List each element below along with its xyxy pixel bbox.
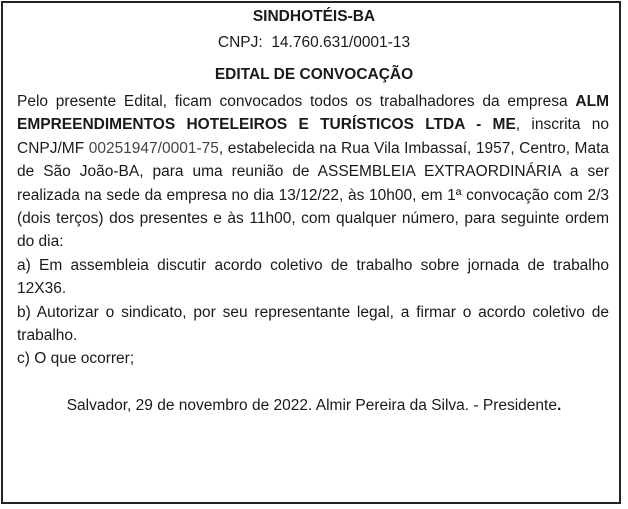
notice-intro-paragraph bbox=[17, 90, 609, 254]
notice-body bbox=[17, 90, 609, 371]
closing-final-mark: . bbox=[556, 397, 562, 414]
agenda-item: b) Autorizar o sindicato, por seu representante legal, a firmar o acordo coletivo de trabalho. bbox=[17, 303, 609, 345]
intro-text-2: , inscrita no CNPJ/MF bbox=[17, 116, 609, 157]
cnpj-label: CNPJ: bbox=[217, 34, 263, 51]
intro-text-3: , estabelecida na Rua Vila Imbassaí, 1957, Centro, Mata de São João-BA, para uma reunião de ASSEMBLEIA EXTRAORDINÁRIA a ser realizada na sede da empresa no dia 13/12/22, às 10h00, em 1ª convocação com 2/3 (dois terços) dos presentes e às 11h00, com qualquer número, para seguinte ordem do dia: bbox=[17, 139, 609, 251]
notice-title: EDITAL DE CONVOCAÇÃO bbox=[214, 66, 414, 83]
closing-line bbox=[0, 397, 628, 415]
cnpj-value: 14.760.631/0001-13 bbox=[271, 34, 411, 51]
organization-name: SINDHOTÉIS-BA bbox=[252, 8, 376, 25]
intro-text-1: Pelo presente Edital, ficam convocados todos os trabalhadores da empresa bbox=[17, 93, 576, 110]
company-name: ALM EMPREENDIMENTOS HOTELEIROS E TURÍSTICOS LTDA - ME bbox=[17, 93, 609, 134]
company-cnpj: 00251947/0001-75 bbox=[88, 139, 219, 157]
agenda-item: a) Em assembleia discutir acordo coletivo de trabalho sobre jornada de trabalho 12X36. bbox=[17, 256, 609, 298]
closing-text: Salvador, 29 de novembro de 2022. Almir Pereira da Silva. - Presidente bbox=[66, 397, 557, 414]
agenda-item: c) O que ocorrer; bbox=[17, 350, 135, 368]
organization-cnpj bbox=[0, 34, 628, 52]
